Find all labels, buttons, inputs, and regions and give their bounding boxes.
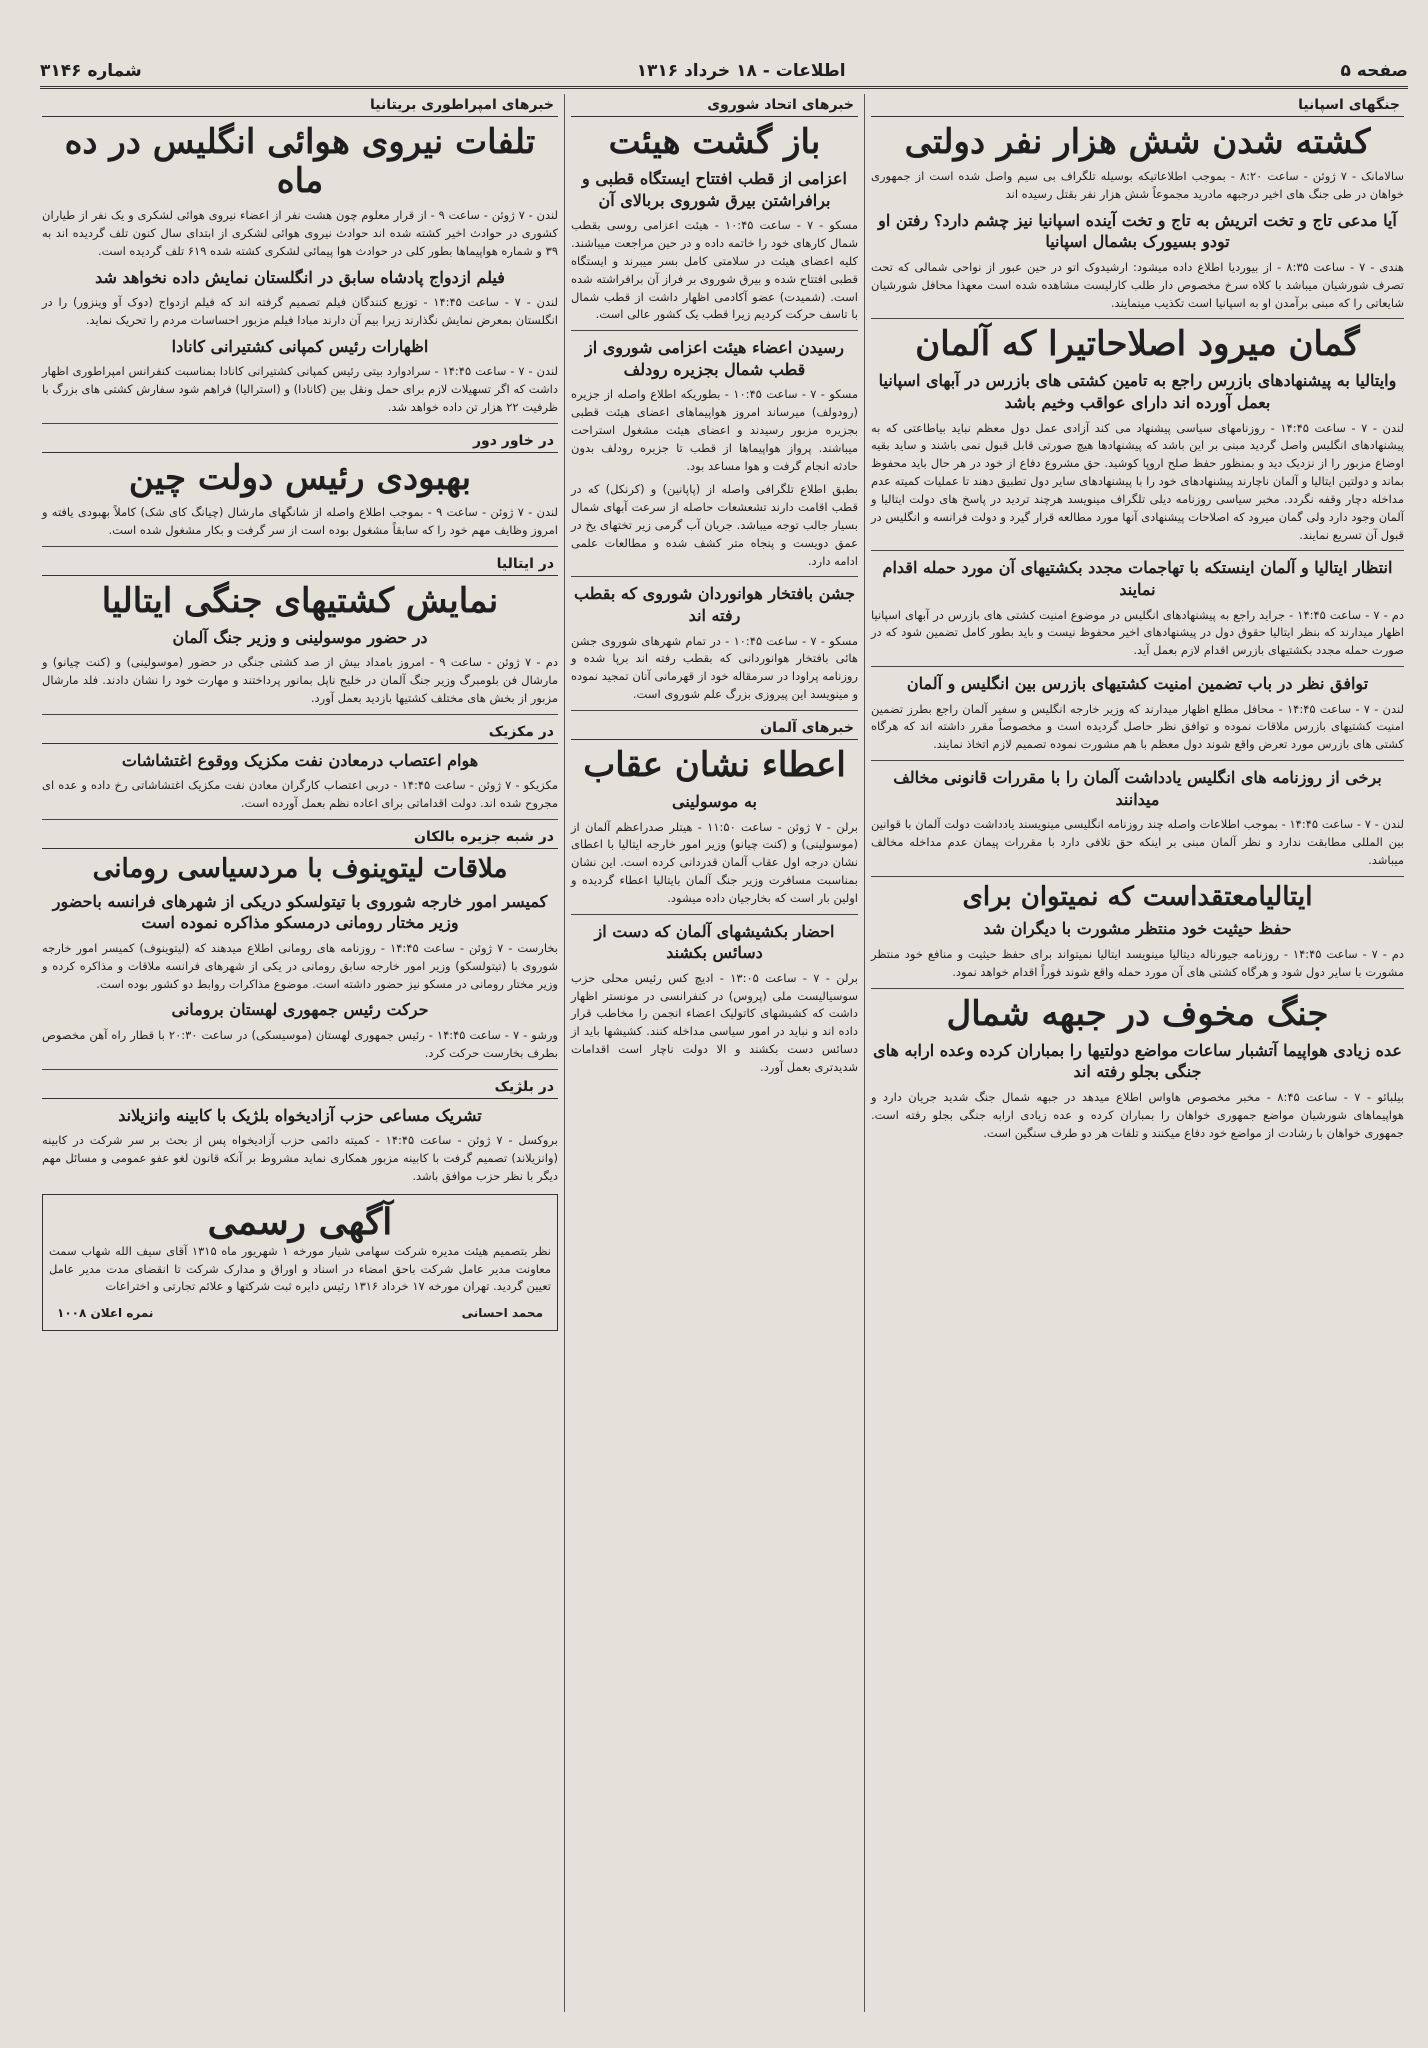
notice-number: نمره اعلان ۱۰۰۸ xyxy=(57,1306,154,1321)
article-text: دم - ۷ - ساعت ۱۴:۴۵ - جراید راجع به پیشنهادهای انگلیس در موضوع امنیت کشتی های بازرس در آبهای اسپانیا اظهار میدارند که بنظر ایتالیا حقوق دول در پیشنهادهای اخیر محفوظ نیست و باید بطور کامل تضمین شود که در صورت حمله مجدد بکشتیهای بازرس اقدام لازم بعمل آید. xyxy=(871,607,1404,667)
page-number: صفحه ۵ xyxy=(1340,61,1408,81)
article-text: لندن - ۷ ژوئن - ساعت ۹ - بموجب اطلاع واصله از شانگهای مارشال (چیانگ کای شک) کاملاً بهبودی یافته و امروز وظایف مهم خود را که سابقاً مشغول بوده است از سر گرفت و بکار مشغول شده است. xyxy=(42,504,558,547)
headline: گمان میرود اصلاحاتیرا که آلمان xyxy=(915,324,1360,365)
newspaper-date: اطلاعات - ۱۸ خرداد ۱۳۱۶ xyxy=(636,61,846,81)
headline: ملاقات لیتوینوف با مردسیاسی رومانی xyxy=(92,853,508,884)
subheadline: آیا مدعی تاج و تخت اتریش به تاج و تخت آینده اسپانیا نیز چشم دارد؟ رفتن او تودو بسیورک بشمال اسپانیا xyxy=(878,210,1397,252)
notice-title: آگهی رسمی xyxy=(207,1200,393,1243)
subheadline: حفظ حیثیت خود منتظر مشورت با دیگران شد xyxy=(983,919,1292,939)
headline: نمایش کشتیهای جنگی ایتالیا xyxy=(101,580,499,621)
section-label: در ایتالیا xyxy=(42,553,558,576)
subheadline: کمیسر امور خارجه شوروی با تیتولسکو دریکی از شهرهای فرانسه باحضور وزیر مختار رومانی درمسکو مذاکره نموده است xyxy=(52,891,548,933)
subheadline: حرکت رئیس جمهوری لهستان برومانی xyxy=(171,1000,429,1020)
subheadline: برخی از روزنامه های انگلیس یادداشت آلمان را با مقررات قانونی مخالف میدانند xyxy=(893,767,1382,809)
subheadline: وایتالیا به پیشنهادهای بازرس راجع به تامین کشتی های بازرس در آبهای اسپانیا بعمل آورده اند دارای عواقب وخیم باشد xyxy=(878,371,1397,413)
headline: تلفات نیروی هوائی انگلیس در ده ماه xyxy=(64,122,536,202)
article-text: لندن - ۷ - ساعت ۱۴:۴۵ - محافل مطلع اظهار میدارند که وزیر خارجه انگلیس و سفیر آلمان راجع بطرز تضمین امنیت کشتیهای بازرس ملاقات نموده و توافق نظر حاصل گردیده است و مخصوصاً مقرر داشته اند که هرگاه کشتی های بازرس مورد تعرض واقع شوند دول معظم با هم مشورت نموده تصمیم لازم اتخاذ نمایند. xyxy=(871,701,1404,761)
article-text: بطبق اطلاع تلگرافی واصله از (پاپانین) و (کرنکل) که در قطب اقامت دارند تشعشعات حاصله از سرعت آبهای شمال بسیار جالب توجه میباشد. جریان آب گرمی زیر تختهای یخ در عمق دویست و پنجاه متر کشف شده و مطالعات علمی ادامه دارد. xyxy=(571,481,858,577)
notice-footer xyxy=(49,1302,551,1324)
section-label: خبرهای اتحاد شوروی xyxy=(571,94,858,117)
section-label: خبرهای آلمان xyxy=(571,717,858,740)
subheadline: اعزامی از قطب افتتاح ایستگاه قطبی و برافراشتن بیرق شوروی بربالای آن xyxy=(582,169,847,210)
article-text: بیلبائو - ۷ - ساعت ۸:۴۵ - مخبر مخصوص هاواس اطلاع میدهد در جبهه شمال جنگ شدید جریان دارد و هواپیماهای شورشیان مواضع جمهوری خواهان را بمباران کرده و عده زیادی ارابه جنگی بجلو رفته است. جمهوری خواهان با رشادت از مواضع خود دفاع میکنند و تلفات هر دو طرف سنگین است. xyxy=(871,1089,1404,1140)
subheadline: جشن بافتخار هوانوردان شوروی که بقطب رفته اند xyxy=(573,584,856,626)
subheadline: اظهارات رئیس کمپانی کشتیرانی کانادا xyxy=(171,336,429,356)
headline: جنگ مخوف در جبهه شمال xyxy=(946,993,1329,1034)
notice-text: نظر بتصمیم هیئت مدیره شرکت سهامی شیار مورخه ۱ شهریور ماه ۱۳۱۵ آقای سیف الله شهاب سمت معاونت مدیر عامل شرکت باحق امضاء در اسناد و اوراق و مدارک شرکت تا انقضای مدت مدیر عامل تعیین گردید. تهران مورخه ۱۷ خرداد ۱۳۱۶ رئیس دایره ثبت شرکتها و علائم تجارتی و اختراعات xyxy=(49,1243,552,1294)
article-text: برلن - ۷ ژوئن - ساعت ۱۱:۵۰ - هیتلر صدراعظم آلمان از (موسولینی) و (کنت چیانو) وزیر امور خارجه ایتالیا با اعطای نشان درجه اول عقاب آلمان قدردانی کرده است. این نشان بمناسبت مسافرت وزیر جنگ آلمان بایتالیا اعطاء گردیده و اولین بار است که بخارجیان داده میشود. xyxy=(571,819,858,915)
article-text: بروکسل - ۷ ژوئن - ساعت ۱۴:۴۵ - کمیته دائمی حزب آزادیخواه پس از بحث بر سر شرکت در کابینه (وانزیلاند) تصمیم گرفت با کابینه مزبور همکاری نماید مشروط بر آنکه قانون لغو عفو عمومی و مسائل مهم دیگر با نظر حزب موافق باشد. xyxy=(42,1133,558,1183)
headline: اعطاء نشان عقاب xyxy=(583,744,846,785)
subheadline: تشریک مساعی حزب آزادیخواه بلژیک با کابینه وانزیلاند xyxy=(118,1105,482,1125)
column-right xyxy=(864,94,1410,2012)
article-text: لندن - ۷ - ساعت ۱۴:۴۵ - بموجب اطلاعات واصله چند روزنامه انگلیسی مینویسند یادداشت دولت آلمان با قوانین بین المللی مطابقت ندارد و نظر آلمان مبنی بر اینکه حق تلافی دارد با مقررات پیمان عدم مداخله مخالف میباشد. xyxy=(871,816,1404,876)
article-text: دم - ۷ ژوئن - ساعت ۹ - امروز بامداد بیش از صد کشتی جنگی در حضور (موسولینی) و (کنت چیانو) و مارشال فن بلومبرگ وزیر جنگ آلمان در خلیج ناپل بمانور پرداختند و مهارت خود را نشان دادند. فلد مارشال مزبور از بخش های مختلف کشتیها بازدید بعمل آورد. xyxy=(42,654,558,714)
article-text: لندن - ۷ - ساعت ۱۴:۴۵ - توزیع کنندگان فیلم تصمیم گرفته اند که فیلم ازدواج (دوک آو وینزور) را در انگلستان بمعرض نمایش نگذارند زیرا بیم آن دارند مبادا فیلم مزبور احساسات مردم را تحریک نماید. xyxy=(42,295,558,328)
headline: بهبودی رئیس دولت چین xyxy=(128,457,472,498)
column-middle xyxy=(564,94,864,2012)
official-notice xyxy=(42,1194,558,1331)
subheadline: هوام اعتصاب درمعادن نفت مکزیک ووقوع اغتشاشات xyxy=(121,750,479,770)
section-label: خبرهای امپراطوری بریتانیا xyxy=(42,94,558,117)
subheadline: به موسولینی xyxy=(672,792,757,811)
subheadline: در حضور موسولینی و وزیر جنگ آلمان xyxy=(172,627,428,647)
article-text: مکزیکو - ۷ ژوئن - ساعت ۱۴:۴۵ - دربی اعتصاب کارگران معادن نفت مکزیک اغتشاشاتی رخ داده و عده ای مجروح شده اند. دولت اقداماتی برای اعاده نظم بعمل آورده است. xyxy=(42,777,558,820)
masthead xyxy=(40,56,1408,89)
article-text: مسکو - ۷ - ساعت ۱۰:۴۵ - در تمام شهرهای شوروی جشن هائی بافتخار هوانوردانی که بقطب رفته اند برپا شده و روزنامه پراودا در سرمقاله خود از قهرمانی آنان تمجید نموده و مینویسد این پیروزی بزرگ علم شوروی است. xyxy=(571,633,858,711)
subheadline: توافق نظر در باب تضمین امنیت کشتیهای بازرس بین انگلیس و آلمان xyxy=(906,673,1369,693)
section-label: در مکزیک xyxy=(42,721,558,744)
article-text: لندن - ۷ - ساعت ۱۴:۴۵ - روزنامهای سیاسی پیشنهاد می کند آزادی عمل دول معظم نباید بیاطاعتی که به پیشنهادهای انگلیس واصل گردید مبنی بر این باشد که پیشنهادها هیچ صورتی قابل قبول نمی باشند و ساید بقیه اوضاع مزبور را از نزدیک دید و بمنظور حفظ صلح اروپا کوشید. حق مشروع دفاع از خود در هر حال باید محفوظ بماند و دولتین ایتالیا و آلمان ناچارند پیشنهادهای خود را با پیشنهادهای سایر دول تطبیق دهند تا عملیات کمیته عدم مداخله دچار وقفه نگردد. مخبر سیاسی روزنامه دیلی تلگراف مینویسد هرچند تردید در پاسخ های دولت ایتالیا و آلمان وجود دارد ولی گمان میرود که اصلاحات پیشنهادی آنها مورد مطالعه قرار گیرد و دولت فرانسه و انگلیس در قبول آن تسریع نمایند. xyxy=(871,420,1404,552)
article-text: بخارست - ۷ ژوئن - ساعت ۱۴:۴۵ - روزنامه های رومانی اطلاع میدهند که (لیتوینوف) کمیسر امور خارجه شوروی با (تیتولسکو) وزیر امور خارجه سابق رومانی در یکی از شهرهای فرانسه ملاقات و مذاکره کرده و وزیر مختار رومانی در مسکو نیز حضور داشته است. موضوع مذاکرات روابط دو کشور بوده است. xyxy=(42,941,558,991)
subheadline: احضار بکشیشهای آلمان که دست از دسائس بکشند xyxy=(594,921,835,963)
subheadline: عده زیادی هواپیما آتشبار ساعات مواضع دولتیها را بمباران کرده وعده ارابه های جنگی بجلو رفته اند xyxy=(873,1040,1402,1082)
subheadline: فیلم ازدواج پادشاه سابق در انگلستان نمایش داده نخواهد شد xyxy=(95,267,505,287)
headline: ایتالیامعتقداست که نمیتوان برای xyxy=(962,881,1313,912)
headline: کشته شدن شش هزار نفر دولتی xyxy=(904,122,1371,162)
headline: باز گشت هیئت xyxy=(608,122,821,162)
section-label: در شبه جزیره بالکان xyxy=(42,826,558,849)
article-text: لندن - ۷ - ساعت ۱۴:۴۵ - سرادوارد بیتی رئیس کمپانی کشتیرانی کانادا بمناسبت کنفرانس امپراطوری اظهار داشت که اگر تسهیلات لازم برای حمل ونقل بین (کانادا) و (استرالیا) فراهم شود سفارش کشتی های بزرگ با ظرفیت ۲۲ هزار تن داده خواهد شد. xyxy=(42,363,558,423)
article-text: مسکو - ۷ - ساعت ۱۰:۴۵ - هیئت اعزامی روسی بقطب شمال کارهای خود را خاتمه داده و در حین مراجعت میباشند. کلیه اعضای هیئت در سلامتی کامل بسر میبرند و ایستگاه قطبی افتتاح شده و بیرق شوروی بر فراز آن برافراشته شده است. (شمیدت) عضو آکادمی اظهار داشت از قطب شمال با تاسف حرکت کردیم زیرا قطب یک کشور عالی است. xyxy=(571,217,858,331)
section-label: در خاور دور xyxy=(42,430,558,453)
article-text: هندی - ۷ - ساعت ۸:۳۵ - از بیوردیا اطلاع داده میشود: ارشیدوک اتو در حین عبور از نواحی شمالی که تحت تصرف شورشیان میباشد با کلاه سرخ مخصوص دار طلب کارلیست مشاهده شده است معهذا محافل شورشیان شایعاتی را که مبنی برآمدن او به اسپانیا است تکذیب مینمایند. xyxy=(871,259,1404,319)
subheadline: رسیدن اعضاء هیئت اعزامی شوروی از قطب شمال بجزیره رودلف xyxy=(584,338,845,379)
section-label: در بلژیک xyxy=(42,1076,558,1099)
issue-number: شماره ۳۱۴۶ xyxy=(40,61,142,81)
section-label: جنگهای اسپانیا xyxy=(871,94,1404,117)
article-text: مسکو - ۷ - ساعت ۱۰:۴۵ - بطوریکه اطلاع واصله از جزیره (رودولف) میرساند امروز هواپیماهای اعضای هیئت قطبی بجزیره مزبور رسیدند و اعضای هیئت مشغول استراحت میباشند. پرواز هواپیماها از قطب تا جزیره رودلف بدون حادثه انجام گرفت و هوا مساعد بود. xyxy=(571,387,858,473)
article-text: سالامانک - ۷ ژوئن - ساعت ۸:۲۰ - بموجب اطلاعاتیکه بوسیله تلگراف بی سیم واصل شده است از جمهوری خواهان در طی جنگ های اخیر درجبهه مادرید مجموعاً شش هزار نفر بقتل رسیده اند xyxy=(871,169,1404,201)
article-text: لندن - ۷ ژوئن - ساعت ۹ - از قرار معلوم چون هشت نفر از اعضاء نیروی هوائی لشکری و یک نفر از طیاران کشوری در حوادث اخیر کشته شده اند حوادث نیروی هوائی لشکری از ابتدای سال کنون تلف گردیده اند به ۳۹ و شماره هواپیماها بطور کلی در حوادث هوا پیمائی لشکری کشته شده ۶۱۹ تلف گردیده است. xyxy=(42,208,559,258)
article-text: ورشو - ۷ - ساعت ۱۴:۴۵ - رئیس جمهوری لهستان (موسیسکی) در ساعت ۲۰:۳۰ با قطار راه آهن مخصوص بطرف بخارست حرکت کرد. xyxy=(42,1027,558,1070)
column-left xyxy=(36,94,564,2012)
notice-signatory: محمد احسانی xyxy=(461,1306,543,1321)
article-text: دم - ۷ - ساعت ۱۴:۴۵ - روزنامه جیورناله دیتالیا مینویسد ایتالیا نمیتواند برای حفظ حیثیت و منافع خود منتظر مشورت با سایر دول شود و هرگاه کشتی های آن مورد حمله واقع شوند فوراً اقدام خواهد نمود. xyxy=(871,946,1404,989)
article-text: برلن - ۷ - ساعت ۱۳:۰۵ - ادیچ کس رئیس محلی حزب سوسیالیست ملی (پروس) در کنفرانسی در مونستر اظهار داشت که کشیشهای کاتولیک اعضاء انجمن را مخاطب قرار داده اند و نباید در امور سیاسی مداخله کنند. کشیشها باید از دسائس دست بکشند و الا دولت ناچار است اقدامات شدیدتری بعمل آورد. xyxy=(571,970,858,1074)
subheadline: انتظار ایتالیا و آلمان اینستکه با تهاجمات مجدد بکشتیهای آن مورد حمله اقدام نمایند xyxy=(882,558,1393,599)
